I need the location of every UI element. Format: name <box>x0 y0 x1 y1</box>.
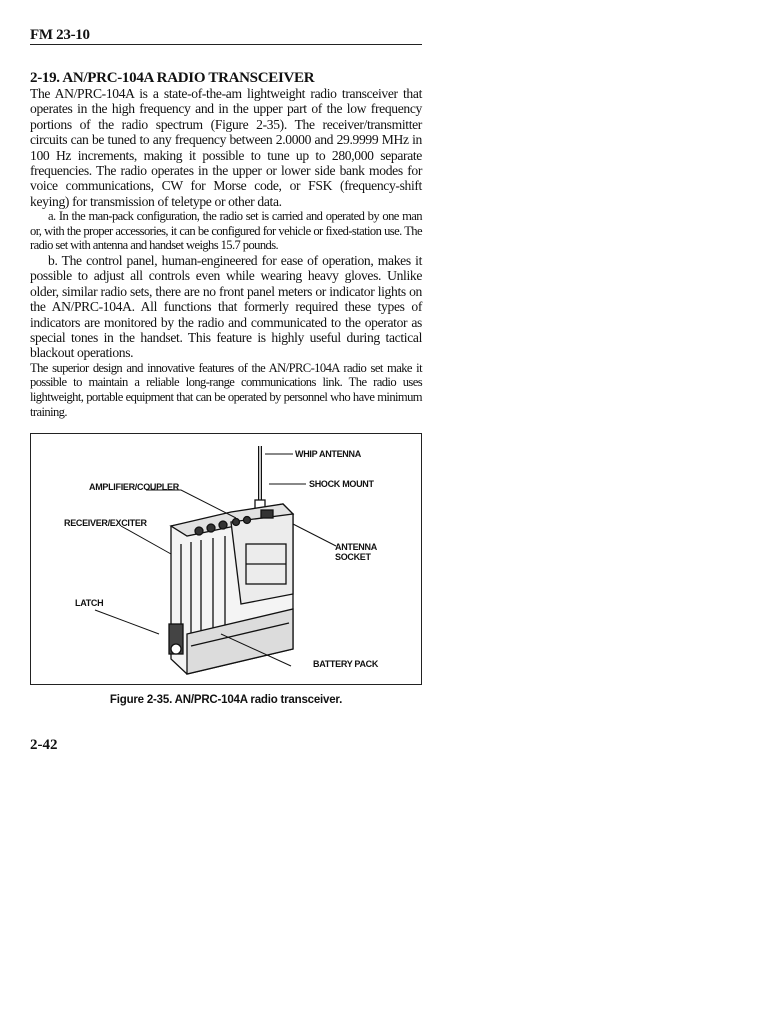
intro-paragraph: The AN/PRC-104A is a state-of-the-am lightweight radio transceiver that operates in the high frequency and in the upper part of the low frequency portions of the radio spectrum (Figure 2-35). The receiver/transmitter circuits can be tuned to any frequency between 2.0000 and 29.9999 MHz in 100 Hz increments, making it possible to tune up to 280,000 separate frequencies. The radio operates in the upper or lower side bank modes for voice communications, CW for Morse code, or FSK (frequency-shift keying) for transmission of teletype or other data. <box>30 86 422 209</box>
paragraph-b: b. The control panel, human-engineered for ease of operation, makes it possible to adjust all controls even while wearing heavy gloves. Unlike older, similar radio sets, there are no front panel meters or indicator lights on the AN/PRC-104A. All functions that formerly required these types of indicators are monitored by the radio and communicated to the operator as special tones in the handset. This feature is highly useful during tactical blackout operations. <box>30 253 422 361</box>
callout-amplifier-coupler: AMPLIFIER/COUPLER <box>89 482 179 492</box>
paragraph-a: a. In the man-pack configuration, the radio set is carried and operated by one man or, with the proper accessories, it can be configured for vehicle or fixed-station use. The radio set with antenna and handset weighs 15.7 pounds. <box>30 209 422 253</box>
running-head: FM 23-10 <box>30 27 90 43</box>
header-rule <box>30 44 422 45</box>
paragraph-c: The superior design and innovative features of the AN/PRC-104A radio set make it possible to maintain a reliable long-range communications link. The radio uses lightweight, portable equipment that can be operated by personnel who have minimum training. <box>30 360 422 419</box>
callout-antenna-socket-line2: SOCKET <box>335 552 371 562</box>
callout-battery-pack: BATTERY PACK <box>313 659 379 669</box>
callout-antenna-socket <box>335 542 377 562</box>
callout-latch: LATCH <box>75 598 104 608</box>
body-text <box>30 86 422 419</box>
figure-frame <box>30 433 422 685</box>
callout-shock-mount: SHOCK MOUNT <box>309 479 374 489</box>
callout-whip-antenna: WHIP ANTENNA <box>295 449 361 459</box>
callout-antenna-socket-line1: ANTENNA <box>335 542 377 552</box>
page-number: 2-42 <box>30 737 58 753</box>
figure-caption: Figure 2-35. AN/PRC-104A radio transceiver. <box>109 694 343 706</box>
section-title: 2-19. AN/PRC-104A RADIO TRANSCEIVER <box>30 70 315 86</box>
callout-receiver-exciter: RECEIVER/EXCITER <box>64 518 147 528</box>
